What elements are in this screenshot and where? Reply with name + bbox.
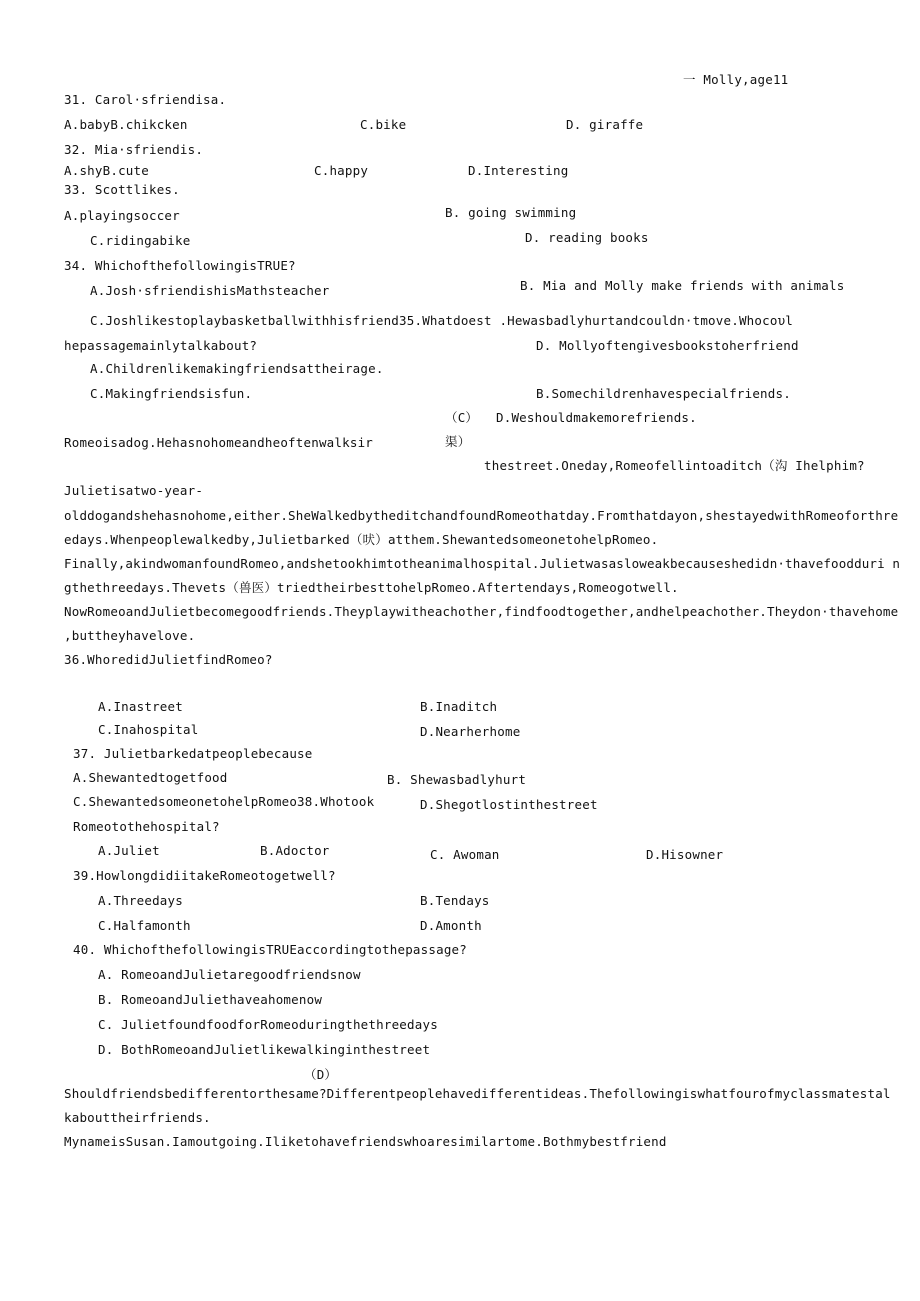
q40-stem: 40. WhichofthefollowingisTRUEaccordingtothepassage? xyxy=(73,942,468,957)
q37-option-c-merged: C.ShewantedsomeonetohelpRomeo38.Whotook xyxy=(73,794,375,809)
q40-option-a: A. RomeoandJulietaregoodfriendsnow xyxy=(98,967,361,982)
signature-line: 一 Molly,age11 xyxy=(683,72,789,87)
passage-d-line-1: Shouldfriendsbedifferentorthesame?Differentpeoplehavedifferentideas.Thefollowingiswhatfourofmyclassmatestal xyxy=(64,1086,891,1101)
q35-option-a: A.Childrenlikemakingfriendsattheirage. xyxy=(90,361,384,376)
q40-option-d: D. BothRomeoandJulietlikewalkinginthestreet xyxy=(98,1042,431,1057)
q33-option-b: B. going swimming xyxy=(445,205,577,220)
q33-stem: 33. Scottlikes. xyxy=(64,182,180,197)
section-c-label: （C） xyxy=(445,410,479,425)
q40-option-b: B. RomeoandJuliethaveahomenow xyxy=(98,992,323,1007)
q33-option-d: D. reading books xyxy=(525,230,649,245)
q34-option-a: A.Josh·sfriendishisMathsteacher xyxy=(90,283,330,298)
q35-stem-cont: hepassagemainlytalkabout? xyxy=(64,338,258,353)
passage-d-line-3: MynameisSusan.Iamoutgoing.Iliketohavefriendswhoaresimilartome.Bothmybestfriend xyxy=(64,1134,667,1149)
passage-c-line-5: edays.Whenpeoplewalkedby,Julietbarked（吠）atthem.ShewantedsomeonetohelpRomeo. xyxy=(64,532,659,547)
q32-option-d: D.Interesting xyxy=(468,163,569,178)
q38-option-a: A.Juliet xyxy=(98,843,160,858)
section-d-label: （D） xyxy=(304,1067,338,1082)
q37-option-d: D.Shegotlostinthestreet xyxy=(420,797,598,812)
q39-option-d: D.Amonth xyxy=(420,918,482,933)
q36-stem: 36.WhoredidJulietfindRomeo? xyxy=(64,652,273,667)
q38-stem-cont: Romeotothehospital? xyxy=(73,819,220,834)
passage-d-line-2: kabouttheirfriends. xyxy=(64,1110,211,1125)
q39-stem: 39.HowlongdidiitakeRomeotogetwell? xyxy=(73,868,336,883)
q35-option-b: B.Somechildrenhavespecialfriends. xyxy=(536,386,791,401)
q32-option-ab: A.shyB.cute xyxy=(64,163,149,178)
passage-c-line-3: Julietisatwo-year- xyxy=(64,483,204,498)
q38-option-c: C. Awoman xyxy=(430,847,500,862)
q38-option-d: D.Hisowner xyxy=(646,847,724,862)
q32-option-c: C.happy xyxy=(314,163,369,178)
q34-option-d: D. Mollyoftengivesbookstoherfriend xyxy=(536,338,799,353)
q36-option-c: C.Inahospital xyxy=(98,722,199,737)
q37-option-a: A.Shewantedtogetfood xyxy=(73,770,228,785)
passage-c-line-8: NowRomeoandJulietbecomegoodfriends.Theyplaywitheachother,findfoodtogether,andhelpeachother.Theydon·thavehome xyxy=(64,604,899,619)
q36-option-d: D.Nearherhome xyxy=(420,724,521,739)
q40-option-c: C. JulietfoundfoodforRomeoduringthethreedays xyxy=(98,1017,438,1032)
passage-c-line-2: thestreet.Oneday,Romeofellintoaditch（沟 Ihelphim? xyxy=(484,458,865,473)
passage-c-line-1-gloss: 渠） xyxy=(445,434,471,449)
passage-c-line-7: gthethreedays.Thevets（兽医）triedtheirbesttohelpRomeo.Aftertendays,Romeogotwell. xyxy=(64,580,679,595)
q35-option-d: D.Weshouldmakemorefriends. xyxy=(496,410,697,425)
q39-option-b: B.Tendays xyxy=(420,893,490,908)
passage-c-line-4: olddogandshehasnohome,either.SheWalkedbytheditchandfoundRomeothatday.Fromthatdayon,shestayedwithRomeoforthre xyxy=(64,508,899,523)
q31-option-d: D. giraffe xyxy=(566,117,644,132)
passage-c-line-9: ,buttheyhavelove. xyxy=(64,628,196,643)
q33-option-c: C.ridingabike xyxy=(90,233,191,248)
q37-stem: 37. Julietbarkedatpeoplebecause xyxy=(73,746,313,761)
q31-option-ab: A.babyB.chikcken xyxy=(64,117,188,132)
passage-c-line-1: Romeoisadog.Hehasnohomeandheoftenwalksir xyxy=(64,435,374,450)
q32-stem: 32. Mia·sfriendis. xyxy=(64,142,204,157)
q31-stem: 31. Carol·sfriendisa. xyxy=(64,92,227,107)
q34-option-c-merged: C.Joshlikestoplaybasketballwithhisfriend35.Whatdoest .Hewasbadlyhurtandcouldn·tmove.Whocoυl xyxy=(90,313,794,328)
q38-option-b: B.Adoctor xyxy=(260,843,330,858)
q31-option-c: C.bike xyxy=(360,117,407,132)
q34-stem: 34. WhichofthefollowingisTRUE? xyxy=(64,258,296,273)
q37-option-b: B. Shewasbadlyhurt xyxy=(387,772,527,787)
q33-option-a: A.playingsoccer xyxy=(64,208,180,223)
q39-option-a: A.Threedays xyxy=(98,893,183,908)
q36-option-a: A.Inastreet xyxy=(98,699,183,714)
passage-c-line-6: Finally,akindwomanfoundRomeo,andshetookhimtotheanimalhospital.Julietwasasloweakbecauseshedidn·thavefoodduri n xyxy=(64,556,901,571)
q35-option-c: C.Makingfriendsisfun. xyxy=(90,386,253,401)
q34-option-b: B. Mia and Molly make friends with animals xyxy=(520,278,845,293)
q39-option-c: C.Halfamonth xyxy=(98,918,191,933)
q36-option-b: B.Inaditch xyxy=(420,699,498,714)
